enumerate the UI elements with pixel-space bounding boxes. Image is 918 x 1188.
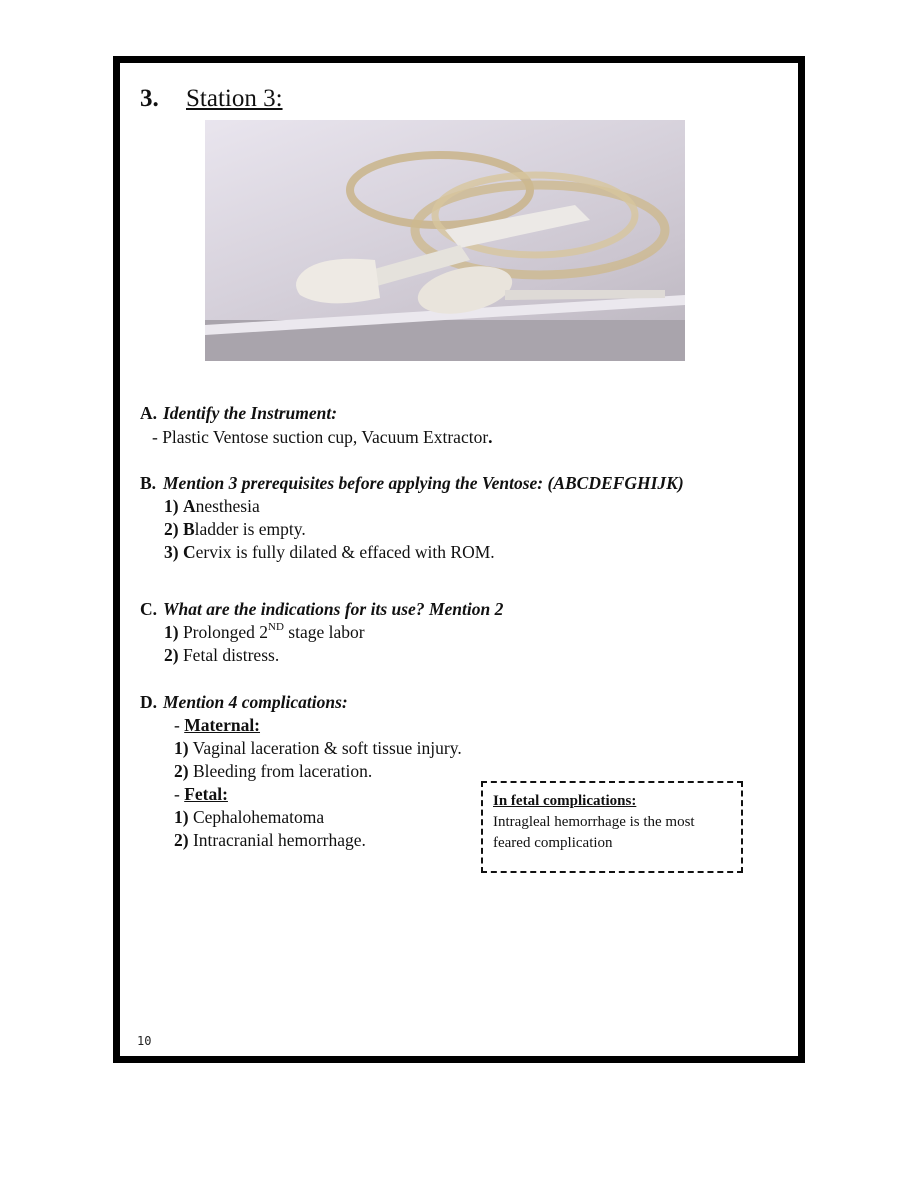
section-b-question: Mention 3 prerequisites before applying the Ventose: (ABCDEFGHIJK) [163,473,684,493]
list-item [164,541,495,564]
section-d [140,691,348,714]
section-a-question: Identify the Instrument: [163,403,338,423]
item-number: 3) [164,542,179,562]
answer-text: - Plastic Ventose suction cup, Vacuum Extractor [152,427,489,447]
list-item [174,737,462,760]
item-text: Cephalohematoma [192,807,325,827]
section-c [140,598,503,621]
note-line: feared complication [493,835,613,851]
section-a-answer [152,426,493,449]
item-text: Vaginal laceration & soft tissue injury. [192,738,462,758]
fetal-heading [174,783,228,806]
item-text: nesthesia [195,496,260,516]
item-text: Prolonged 2 [182,622,269,642]
maternal-heading [174,714,260,737]
section-b-letter: B. [140,473,157,493]
section-d-question: Mention 4 complications: [163,692,348,712]
item-number: 1) [164,496,179,516]
list-item [174,806,324,829]
item-text: ladder is empty. [194,519,306,539]
list-item [174,760,372,783]
item-text: ervix is fully dilated & effaced with ROM. [195,542,495,562]
station-title: Station 3: [186,85,283,112]
item-number: 2) [164,645,179,665]
vacuum-extractor-photo-icon [205,120,685,361]
section-d-letter: D. [140,692,158,712]
note-line: Intragleal hemorrhage is the most [493,814,695,830]
item-number: 2) [164,519,179,539]
section-c-letter: C. [140,599,158,619]
list-item [174,829,366,852]
instrument-photo [205,120,685,361]
section-a [140,402,337,425]
section-c-question: What are the indications for its use? Mention 2 [163,599,504,619]
item-number: 2) [174,761,189,781]
page-number: 10 [137,1034,152,1048]
list-item [164,495,260,518]
item-initial: C [182,542,196,562]
section-b [140,472,684,495]
item-initial: B [182,519,195,539]
fetal-label: Fetal: [184,784,228,804]
item-number: 1) [164,622,179,642]
note-title: In fetal complications: [493,793,637,809]
dash: - [174,784,185,804]
station-heading [140,84,283,114]
list-item [164,621,365,644]
item-text-after: stage labor [283,622,365,642]
fetal-complications-note [481,781,743,873]
maternal-label: Maternal: [184,715,261,735]
list-item [164,644,279,667]
answer-period: . [488,427,493,447]
item-text: Fetal distress. [182,645,280,665]
list-item [164,518,306,541]
item-number: 1) [174,807,189,827]
item-text: Intracranial hemorrhage. [192,830,366,850]
item-superscript: ND [268,621,284,633]
item-text: Bleeding from laceration. [192,761,373,781]
item-number: 2) [174,830,189,850]
dash: - [174,715,185,735]
station-number: 3. [140,85,159,112]
item-initial: A [182,496,196,516]
item-number: 1) [174,738,189,758]
section-a-letter: A. [140,403,158,423]
